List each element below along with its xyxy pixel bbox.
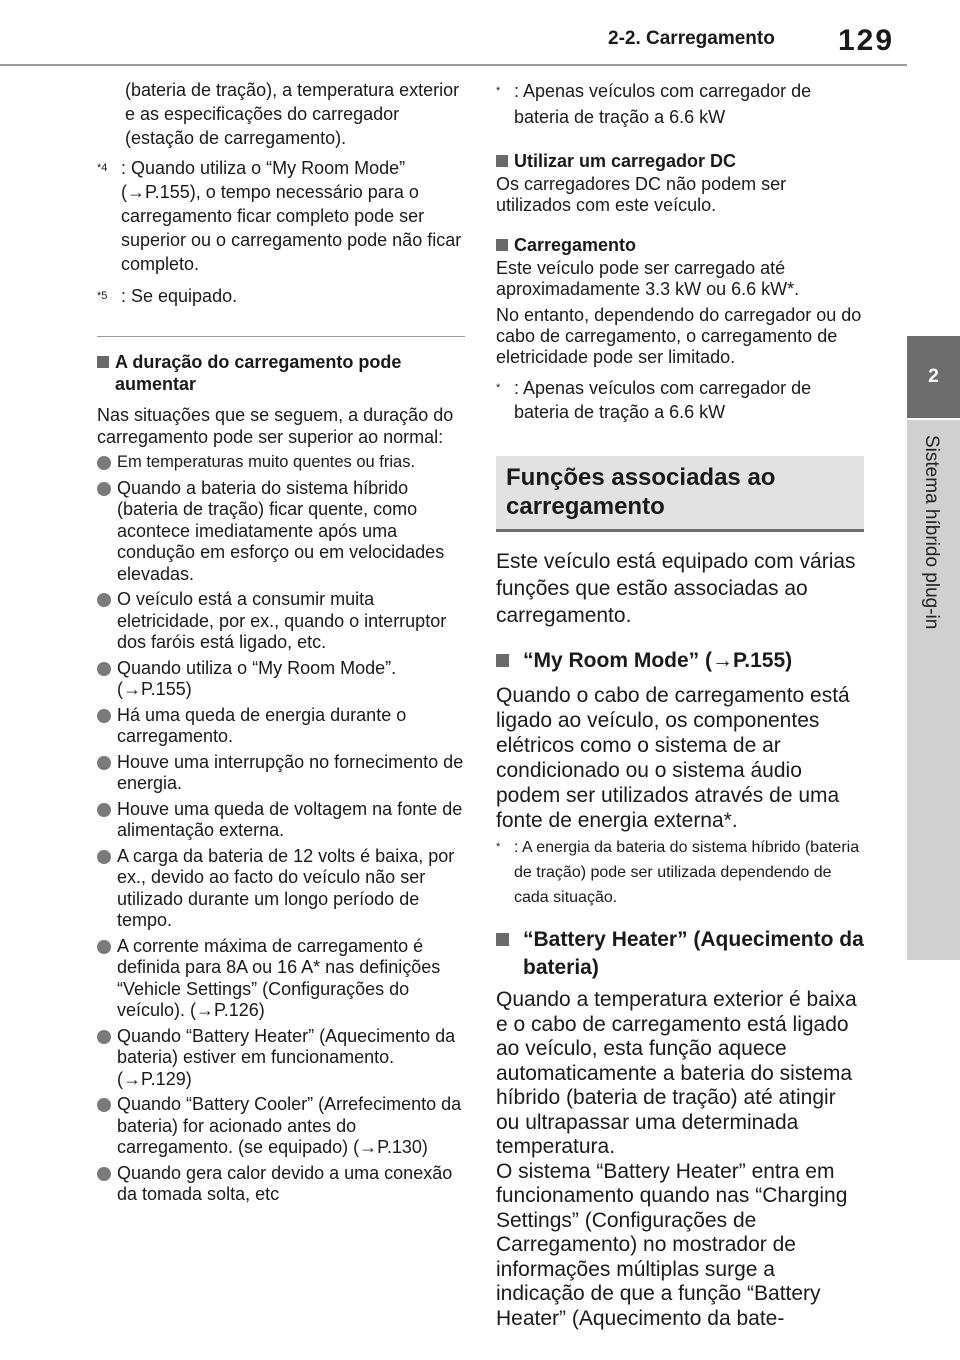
- list-item: Quando “Battery Heater” (Aquecimento da bateria) estiver em funcionamento. (→P.129): [97, 1026, 465, 1091]
- section-heading: [496, 234, 864, 256]
- heading-text: Utilizar um carregador DC: [514, 151, 737, 171]
- footnote-text: : Apenas veículos com carregador de bateria de tração a 6.6 kW: [514, 81, 812, 127]
- footnote-mark: *: [496, 382, 501, 394]
- square-bullet-icon: [496, 654, 509, 667]
- heading-text: A duração do carregamento pode aumentar: [115, 352, 402, 394]
- heading-text: “Battery Heater” (Aquecimento da bateria): [523, 928, 864, 979]
- subsection-heading: [496, 647, 864, 675]
- bullet-dot-icon: [97, 1030, 111, 1044]
- side-tab-number: 2: [907, 336, 960, 418]
- list-item: Em temperaturas muito quentes ou frias.: [97, 452, 465, 474]
- list-item: Houve uma queda de voltagem na fonte de alimentação externa.: [97, 799, 465, 842]
- paragraph: Quando o cabo de carregamento está ligado ao veículo, os componentes elétricos como o sistema de ar condicionado ou o sistema áudio podem ser utilizados através de uma fonte de energia externa*.: [496, 684, 850, 832]
- list-item: A carga da bateria de 12 volts é baixa, por ex., devido ao facto do veículo não ser utilizado durante um longo período de tempo.: [97, 846, 465, 932]
- footnote-mark: *5: [97, 290, 108, 302]
- paragraph: Quando a temperatura exterior é baixa e o cabo de carregamento está ligado ao veículo, esta função aquece automaticamente a bateria do sistema híbrido (bateria de tração) até atingir ou ultrapassar uma determinada temperatura.: [496, 988, 857, 1158]
- heading-text: Carregamento: [514, 235, 637, 255]
- bullet-dot-icon: [97, 593, 111, 607]
- list-item: Quando “Battery Cooler” (Arrefecimento da bateria) for acionado antes do carregamento. (se equipado) (→P.130): [97, 1094, 465, 1159]
- list-item: Houve uma interrupção no fornecimento de energia.: [97, 752, 465, 795]
- page-number: 129: [838, 24, 895, 57]
- bullet-dot-icon: [97, 940, 111, 954]
- list-item: Quando a bateria do sistema híbrido (bateria de tração) ficar quente, como acontece imediatamente após uma condução em esforço ou em velocidades elevadas.: [97, 478, 465, 586]
- footnote-mark: *: [496, 85, 501, 97]
- bullet-dot-icon: [97, 662, 111, 676]
- list-item: Quando gera calor devido a uma conexão da tomada solta, etc: [97, 1163, 465, 1206]
- intro-paragraph: Este veículo está equipado com várias funções que estão associadas ao carregamento.: [496, 550, 856, 627]
- paragraph: O sistema “Battery Heater” entra em funcionamento quando nas “Charging Settings” (Configurações de Carregamento) no mostrador de informações múltiplas surge a indicação de que a função “Battery Heater” (Aquecimento da bate-: [496, 1159, 848, 1330]
- section-divider: [97, 336, 465, 337]
- bullet-dot-icon: [97, 803, 111, 817]
- footnote: [496, 376, 864, 424]
- heading-text: “My Room Mode” (→P.155): [523, 649, 793, 672]
- footnote: [496, 78, 864, 130]
- bullet-dot-icon: [97, 756, 111, 770]
- list-item: O veículo está a consumir muita eletricidade, por ex., quando o interruptor dos faróis está ligado, etc.: [97, 589, 465, 654]
- square-bullet-icon: [97, 356, 109, 368]
- footnote-mark: *: [496, 841, 501, 853]
- list-item: Quando utiliza o “My Room Mode”. (→P.155): [97, 658, 465, 701]
- list-item: Há uma queda de energia durante o carregamento.: [97, 705, 465, 748]
- square-bullet-icon: [496, 239, 508, 251]
- footnote-text: : Apenas veículos com carregador de bateria de tração a 6.6 kW: [514, 378, 812, 422]
- footnote-4: [97, 156, 465, 276]
- side-tab-label: Sistema híbrido plug-in: [921, 435, 942, 630]
- right-column: [496, 76, 864, 1331]
- footnote-mark: *4: [97, 162, 108, 174]
- footnote-text: : A energia da bateria do sistema híbrido (bateria de tração) pode ser utilizada dependendo de cada situação.: [514, 839, 860, 906]
- paragraph: Este veículo pode ser carregado até aproximadamente 3.3 kW ou 6.6 kW*.: [496, 258, 800, 299]
- bullet-dot-icon: [97, 1167, 111, 1181]
- footnote-text: : Quando utiliza o “My Room Mode” (→P.155), o tempo necessário para o carregamento ficar completo pode ser superior ou o carregamento pode não ficar completo.: [121, 158, 462, 274]
- paragraph: No entanto, dependendo do carregador ou do cabo de carregamento, o carregamento de eletricidade pode ser limitado.: [496, 305, 862, 367]
- square-bullet-icon: [496, 933, 509, 946]
- subsection-heading: [496, 926, 864, 982]
- footnote-text: : Se equipado.: [121, 286, 238, 306]
- side-tab-top: [907, 0, 960, 334]
- square-bullet-icon: [496, 155, 508, 167]
- bullet-dot-icon: [97, 709, 111, 723]
- section-heading: [496, 150, 864, 172]
- bullet-dot-icon: [97, 482, 111, 496]
- bullet-dot-icon: [97, 1098, 111, 1112]
- bullet-dot-icon: [97, 850, 111, 864]
- header-rule: [0, 64, 960, 66]
- footnote-5: [97, 284, 465, 312]
- section-title-box: Funções associadas ao carregamento: [496, 456, 864, 532]
- footnote: [496, 835, 864, 910]
- paragraph: Os carregadores DC não podem ser utilizados com este veículo.: [496, 174, 787, 215]
- intro-paragraph: Nas situações que se seguem, a duração do carregamento pode ser superior ao normal:: [97, 405, 454, 447]
- continued-text: (bateria de tração), a temperatura exterior e as especificações do carregador (estação de carregamento).: [125, 80, 460, 148]
- left-column: [97, 76, 465, 1206]
- section-heading: [97, 351, 465, 395]
- list-item: A corrente máxima de carregamento é definida para 8A ou 16 A* nas definições “Vehicle Settings” (Configurações do veículo). (→P.126): [97, 936, 465, 1022]
- header-title: 2-2. Carregamento: [608, 28, 775, 49]
- bullet-dot-icon: [97, 456, 111, 470]
